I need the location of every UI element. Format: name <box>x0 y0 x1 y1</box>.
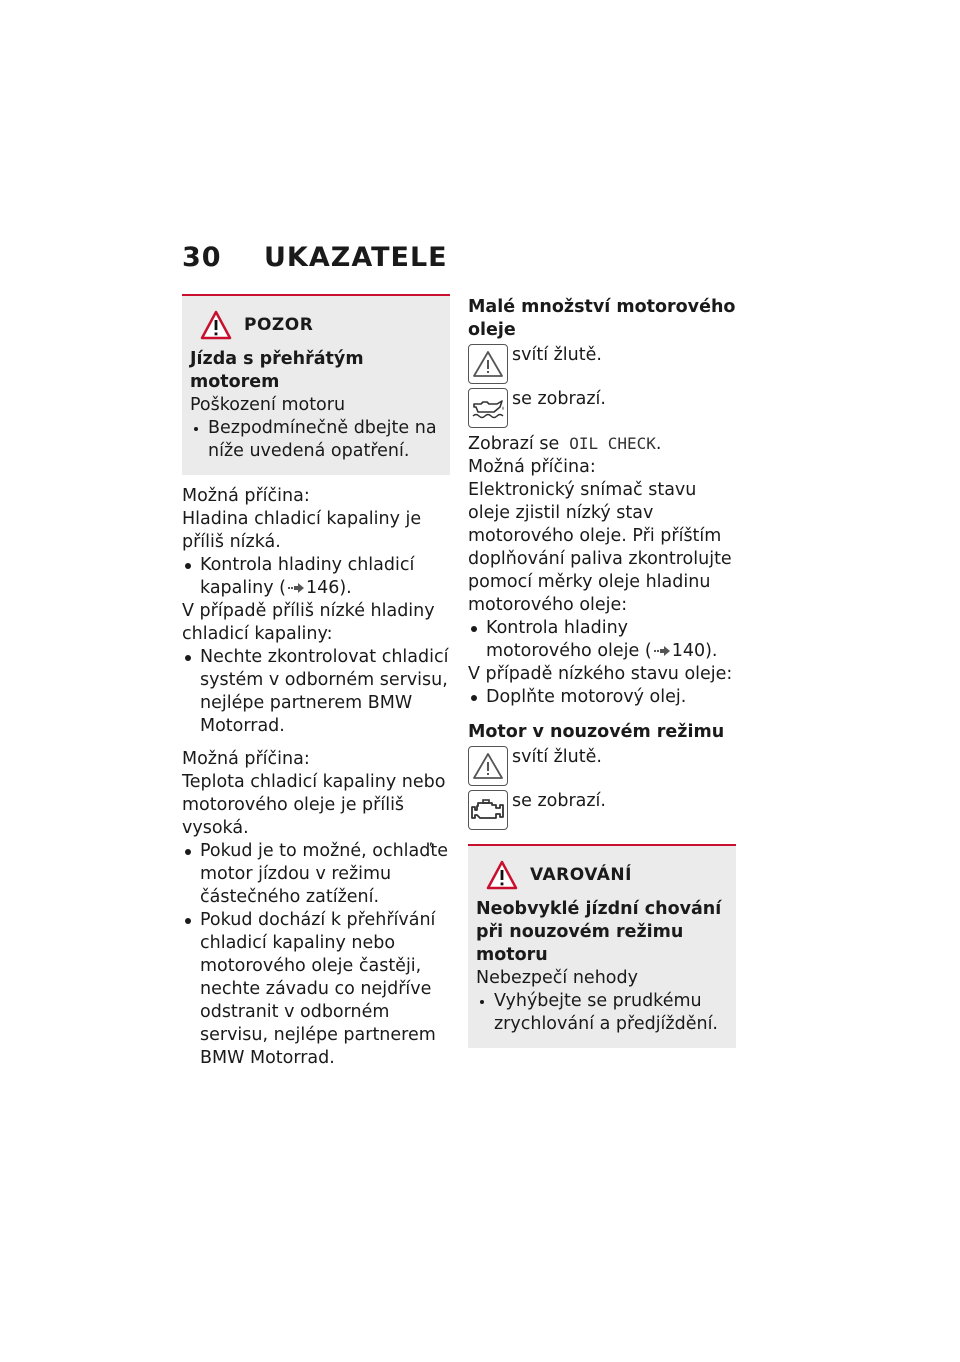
case-text: V případě příliš nízké hladiny chladicí kapaliny: <box>182 601 435 644</box>
caution-notice <box>182 294 450 475</box>
display-text: Zobrazí se OIL CHECK. <box>468 434 662 454</box>
notice-line: Nebezpečí nehody <box>476 968 638 988</box>
reference-arrow-icon <box>288 582 304 594</box>
case-text: V případě nízkého stavu oleje: <box>468 664 733 684</box>
cause-text: Teplota chladicí kapaliny nebo motorového oleje je příliš vysoká. <box>182 772 446 838</box>
cause-text: Elektronický snímač stavu oleje zjistil nízký stav motorového oleje. Při příštím doplňování paliva zkontrolujte pomocí měrky oleje hladinu motorového oleje: <box>468 480 732 615</box>
notice-bullet: Bezpodmínečně dbejte na níže uvedená opatření. <box>190 417 442 463</box>
bullet-item: Kontrola hladiny chladicí kapaliny ( 146). <box>182 554 450 600</box>
indicator-text: se zobrazí. <box>512 791 606 811</box>
warning-triangle-icon <box>486 860 518 890</box>
notice-subtitle: Jízda s přehřátým motorem <box>190 349 364 392</box>
section-heading-emergency: Motor v nouzovém režimu <box>468 722 725 742</box>
warning-triangle-icon <box>471 347 505 381</box>
warning-triangle-icon <box>471 749 505 783</box>
notice-line: Poškození motoru <box>190 395 346 415</box>
bullet-item: Kontrola hladiny motorového oleje ( 140). <box>468 617 736 663</box>
indicator-row <box>468 388 736 428</box>
warning-notice <box>468 844 736 1048</box>
notice-bullet: Vyhýbejte se prudkému zrychlování a předjíždění. <box>476 990 728 1036</box>
bullet-item: Pokud dochází k přehřívání chladicí kapaliny nebo motorového oleje častěji, nechte závadu co nejdříve odstranit v odborném servisu, nejlépe partnerem BMW Motorrad. <box>182 909 450 1070</box>
notice-header <box>486 860 728 890</box>
cause-text: Hladina chladicí kapaliny je příliš nízká. <box>182 509 422 552</box>
indicator-row <box>468 746 736 786</box>
cause-label: Možná příčina: <box>182 486 310 506</box>
page-title: UKAZATELE <box>264 242 448 273</box>
indicator-text: se zobrazí. <box>512 389 606 409</box>
section-heading-oil: Malé množství motorového oleje <box>468 297 736 340</box>
warning-triangle-icon <box>200 310 232 340</box>
indicator-row <box>468 790 736 830</box>
notice-header <box>200 310 442 340</box>
notice-label: VAROVÁNÍ <box>530 864 632 885</box>
page-header <box>182 242 448 282</box>
page-reference-link[interactable]: 146 <box>305 578 340 598</box>
notice-subtitle: Neobvyklé jízdní chování při nouzovém režimu motoru <box>476 899 722 965</box>
left-column <box>182 294 450 1070</box>
indicator-row <box>468 344 736 384</box>
right-column <box>468 294 736 1058</box>
oil-lamp <box>468 388 508 428</box>
display-code: OIL CHECK <box>569 434 656 453</box>
indicator-text: svítí žlutě. <box>512 345 602 365</box>
bullet-item: Doplňte motorový olej. <box>468 686 736 709</box>
cause-label: Možná příčina: <box>468 457 596 477</box>
bullet-item: Nechte zkontrolovat chladicí systém v odborném servisu, nejlépe partnerem BMW Motorrad. <box>182 646 450 738</box>
reference-arrow-icon <box>654 645 670 657</box>
indicator-text: svítí žlutě. <box>512 747 602 767</box>
page-number: 30 <box>182 242 222 273</box>
bullet-item: Pokud je to možné, ochlaďte motor jízdou v režimu částečného zatížení. <box>182 840 450 909</box>
cause-label: Možná příčina: <box>182 749 310 769</box>
engine-lamp <box>468 790 508 830</box>
page-reference-link[interactable]: 140 <box>671 641 706 661</box>
general-warning-lamp <box>468 344 508 384</box>
oil-can-icon <box>470 396 506 420</box>
general-warning-lamp <box>468 746 508 786</box>
engine-icon <box>470 797 506 823</box>
notice-label: POZOR <box>244 314 314 335</box>
